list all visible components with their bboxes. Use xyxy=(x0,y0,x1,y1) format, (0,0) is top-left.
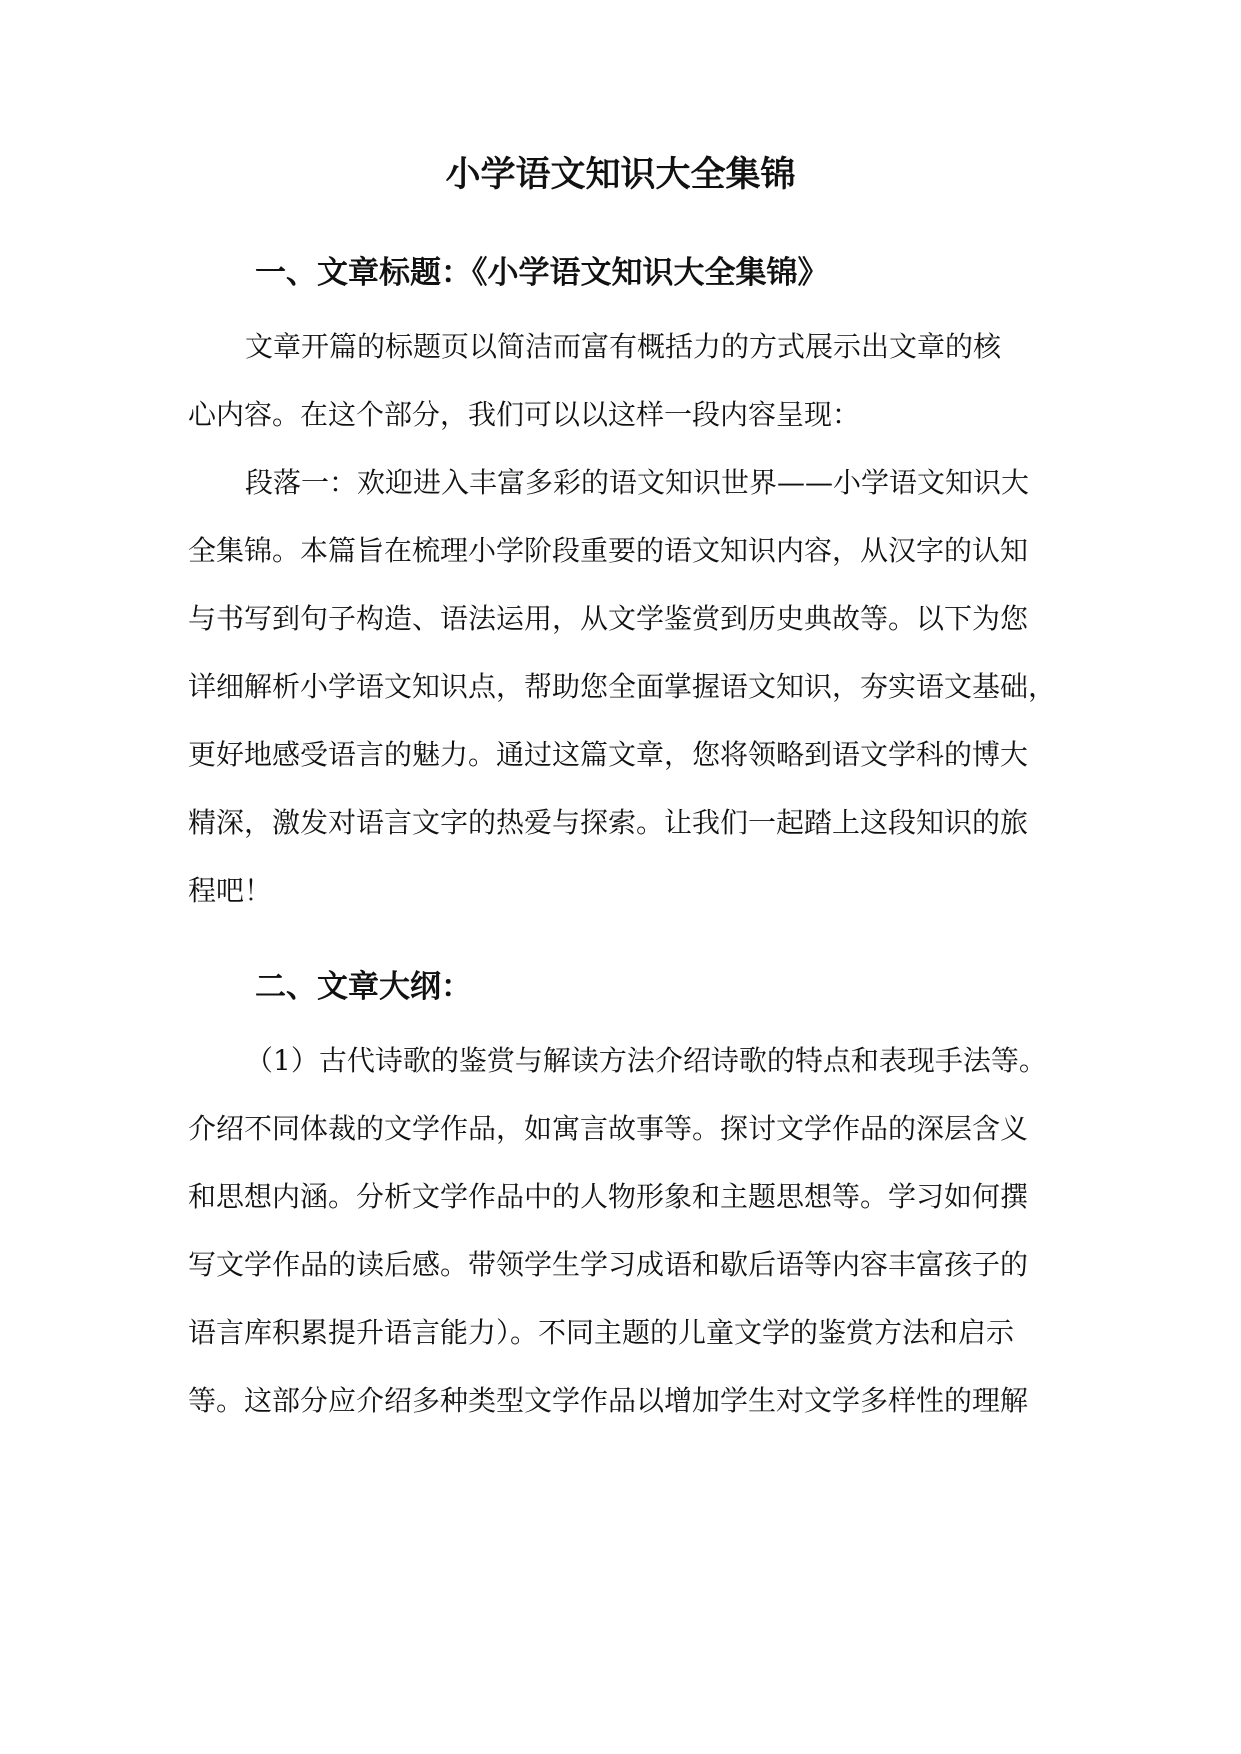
paragraph-line: 介绍不同体裁的文学作品，如寓言故事等。探讨文学作品的深层含义 xyxy=(188,1112,1029,1145)
paragraph-line: 写文学作品的读后感。带领学生学习成语和歇后语等内容丰富孩子的 xyxy=(188,1248,1029,1281)
section-heading-title: 一、文章标题：《小学语文知识大全集锦》 xyxy=(255,255,829,291)
paragraph-line: 和思想内涵。分析文学作品中的人物形象和主题思想等。学习如何撰 xyxy=(188,1180,1029,1213)
paragraph-line: 全集锦。本篇旨在梳理小学阶段重要的语文知识内容，从汉字的认知 xyxy=(188,534,1029,567)
paragraph-line: 段落一：欢迎进入丰富多彩的语文知识世界——小学语文知识大 xyxy=(245,466,1030,499)
paragraph-line: （1）古代诗歌的鉴赏与解读方法介绍诗歌的特点和表现手法等。 xyxy=(245,1044,1047,1077)
paragraph-line: 程吧！ xyxy=(188,874,273,907)
paragraph-line: 更好地感受语言的魅力。通过这篇文章，您将领略到语文学科的博大 xyxy=(188,738,1029,771)
paragraph-line: 文章开篇的标题页以简洁而富有概括力的方式展示出文章的核 xyxy=(245,330,1002,363)
paragraph-line: 与书写到句子构造、语法运用，从文学鉴赏到历史典故等。以下为您 xyxy=(188,602,1029,635)
paragraph-line: 精深，激发对语言文字的热爱与探索。让我们一起踏上这段知识的旅 xyxy=(188,806,1029,839)
paragraph-line: 详细解析小学语文知识点，帮助您全面掌握语文知识，夯实语文基础， xyxy=(188,670,1057,703)
document-title: 小学语文知识大全集锦 xyxy=(445,154,796,195)
section-heading-outline: 二、文章大纲： xyxy=(255,969,472,1005)
paragraph-line: 语言库积累提升语言能力）。不同主题的儿童文学的鉴赏方法和启示 xyxy=(188,1316,1015,1349)
paragraph-line: 心内容。在这个部分，我们可以以这样一段内容呈现： xyxy=(188,398,861,431)
paragraph-line: 等。这部分应介绍多种类型文学作品以增加学生对文学多样性的理解 xyxy=(188,1384,1029,1417)
